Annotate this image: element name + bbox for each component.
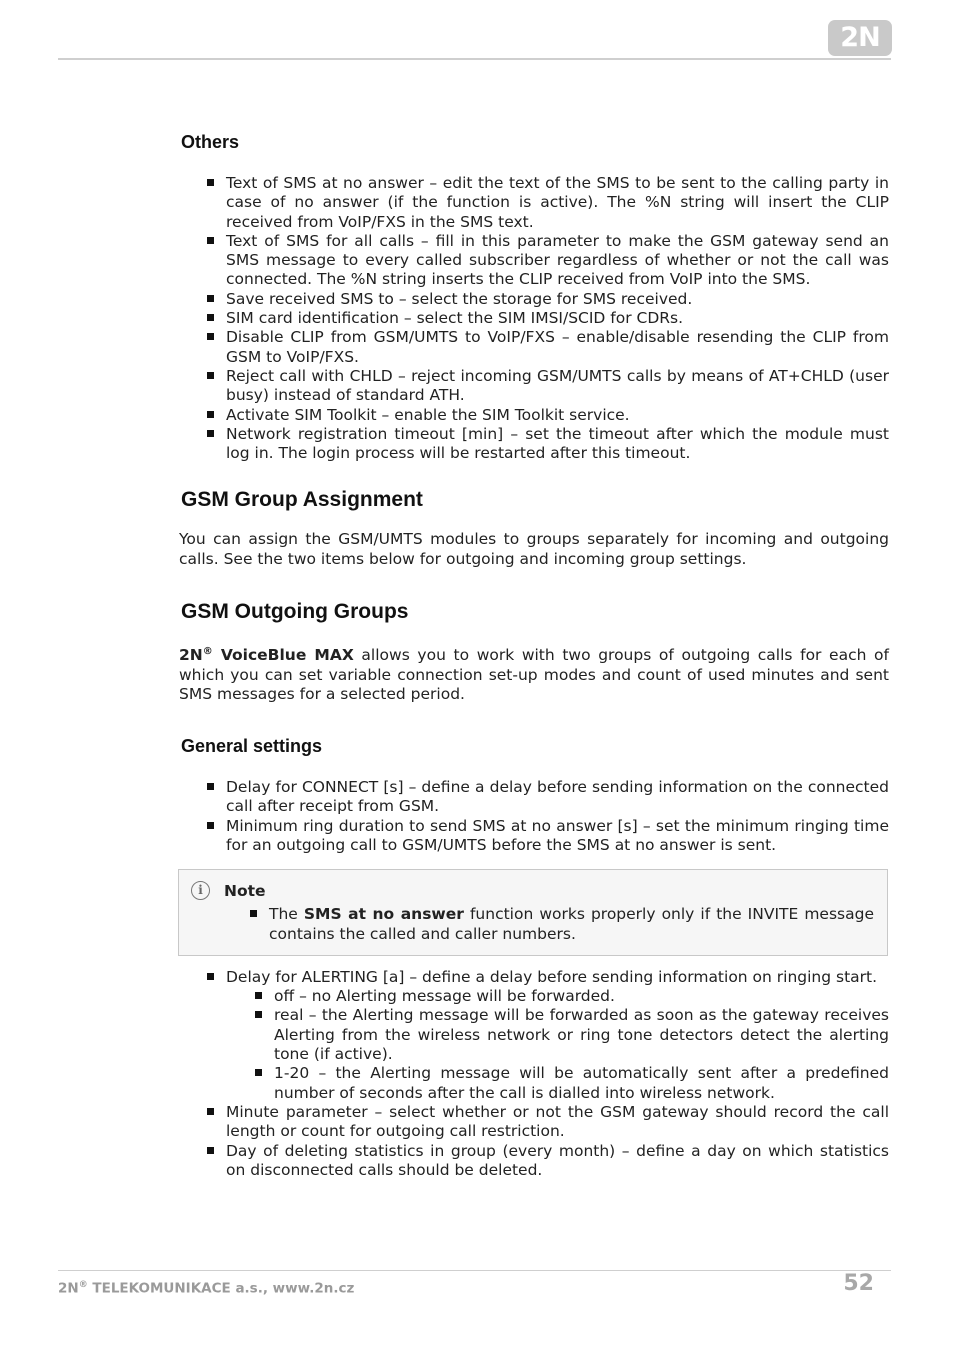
group-assignment-heading: GSM Group Assignment [181, 488, 423, 512]
footer-divider [58, 1270, 891, 1271]
footer-company-text: TELEKOMUNIKACE a.s., www.2n.cz [87, 1280, 355, 1297]
note-text-bold: SMS at no answer [303, 905, 464, 924]
list-item: Text of SMS at no answer – edit the text of the SMS to be sent to the calling party in case of no answer (if the function is active). The %N string will insert the CLIP received from VoIP/FXS in the SMS text. [226, 174, 889, 231]
list-item: Activate SIM Toolkit – enable the SIM Toolkit service. [226, 406, 889, 425]
list-item: Minimum ring duration to send SMS at no answer [s] – set the minimum ringing time for an outgoing call to GSM/UMTS before the SMS at no answer is sent. [226, 816, 889, 854]
note-item [269, 905, 874, 944]
list-item: Reject call with CHLD – reject incoming GSM/UMTS calls by means of AT+CHLD (user busy) instead of standard ATH. [226, 366, 889, 405]
note-box [178, 869, 888, 956]
sub-list-item: off – no Alerting message will be forwarded. [274, 987, 889, 1006]
note-list [191, 905, 874, 944]
alerting-text: Delay for ALERTING [a] – define a delay before sending information on ringing start. [226, 967, 878, 986]
list-item: Delay for CONNECT [s] – define a delay before sending information on the connected call after receipt from GSM. [226, 778, 889, 816]
list-item: Disable CLIP from GSM/UMTS to VoIP/FXS – enable/disable resending the CLIP from GSM to VoIP/FXS. [226, 328, 889, 366]
product-name: VoiceBlue MAX [212, 646, 354, 665]
footer-company [58, 1280, 354, 1297]
alerting-sub-list [226, 987, 889, 1103]
sub-list-item: real – the Alerting message will be forwarded as soon as the gateway receives Alerting from the wireless network or ring tone detectors detect the alerting tone (if active). [274, 1006, 889, 1064]
group-assignment-text: You can assign the GSM/UMTS modules to groups separately for incoming and outgoing calls. See the two items below for outgoing and incoming group settings. [179, 530, 889, 568]
outgoing-groups-description: allows you to work with two groups of outgoing calls for each of which you can set variable connection set-up modes and count of used minutes and sent SMS messages for a selected period. [179, 646, 889, 703]
brand-name: 2N [179, 646, 203, 665]
header-divider [58, 58, 891, 60]
info-icon: i [191, 881, 210, 900]
list-item: Day of deleting statistics in group (every month) – define a day on which statistics on disconnected calls should be deleted. [226, 1141, 889, 1179]
list-item: Text of SMS for all calls – fill in this parameter to make the GSM gateway send an SMS message to every called subscriber regardless of whether or not the call was connected. The %N string inserts the CLIP received from VoIP into the SMS. [226, 231, 889, 289]
outgoing-groups-text [179, 642, 889, 704]
note-title: Note [224, 881, 266, 900]
brand-logo: 2N [828, 20, 892, 56]
footer-brand: 2N [58, 1280, 79, 1297]
page-number: 52 [843, 1271, 874, 1296]
note-header [191, 881, 874, 900]
list-item [226, 968, 889, 1103]
sub-list-item: 1-20 – the Alerting message will be automatically sent after a predefined number of seconds after the call is dialled into wireless network. [274, 1064, 889, 1102]
others-heading: Others [181, 132, 240, 152]
outgoing-groups-heading: GSM Outgoing Groups [181, 600, 409, 624]
document-body [179, 132, 889, 1180]
general-settings-heading: General settings [181, 736, 323, 757]
list-item: Minute parameter – select whether or not the GSM gateway should record the call length or count for outgoing call restriction. [226, 1102, 889, 1141]
list-item: Save received SMS to – select the storage for SMS received. [226, 290, 889, 309]
general-settings-list [179, 778, 889, 855]
others-list [179, 174, 889, 463]
list-item: Network registration timeout [min] – set the timeout after which the module must log in. The login process will be restarted after this timeout. [226, 424, 889, 463]
note-text-pre: The [269, 905, 304, 924]
list-item: SIM card identification – select the SIM IMSI/SCID for CDRs. [226, 309, 889, 328]
registered-mark: ® [202, 646, 213, 658]
note-text-post: function works properly only if the INVITE message contains the called and caller numbers. [269, 905, 874, 943]
footer-registered-mark: ® [78, 1280, 88, 1290]
alerting-list [179, 968, 889, 1180]
